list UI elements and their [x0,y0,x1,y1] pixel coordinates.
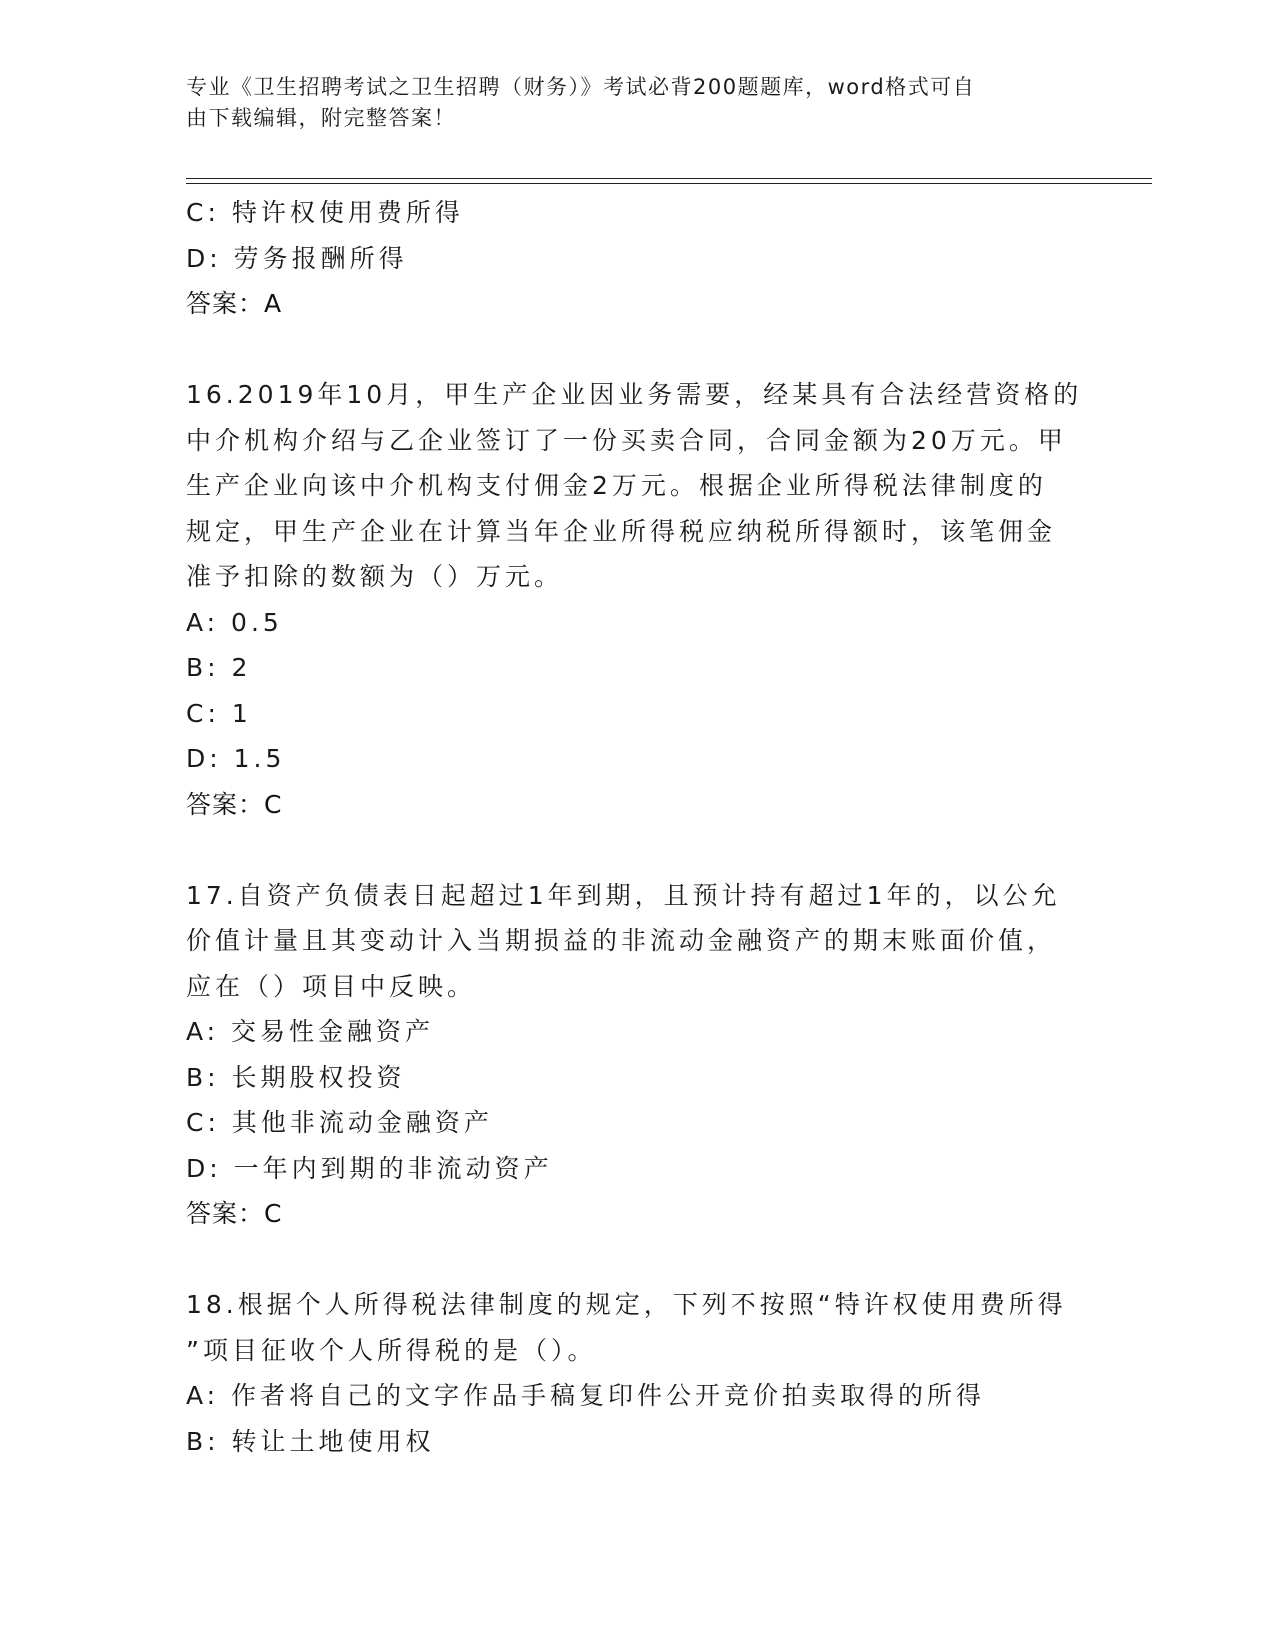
spacer [186,1237,1086,1283]
previous-question-tail [186,190,1086,327]
header-divider-bottom [186,183,1152,184]
answer-line: 答案：C [186,789,283,819]
question-stem-line: 中介机构介绍与乙企业签订了一份买卖合同，合同金额为20万元。甲 [186,425,1067,455]
answer-line: 答案：A [186,289,283,318]
question-stem-line: 生产企业向该中介机构支付佣金2万元。根据企业所得税法律制度的 [186,471,1047,500]
question-stem-line: 17.自资产负债表日起超过1年到期，且预计持有超过1年的，以公允 [186,880,1061,910]
question-stem-line: 准予扣除的数额为（）万元。 [186,562,564,591]
question-stem-line: 价值计量且其变动计入当期损益的非流动金融资产的期末账面价值， [186,926,1057,955]
option-a: A: 交易性金融资产 [186,1017,435,1046]
answer-line: 答案：C [186,1199,283,1228]
question-stem-line: 规定，甲生产企业在计算当年企业所得税应纳税所得额时，该笔佣金 [186,516,1057,546]
question-stem-line: 应在（）项目中反映。 [186,971,477,1001]
option-b: B: 转让土地使用权 [186,1426,435,1456]
question-18 [186,1282,1086,1464]
header-line-1: 专业《卫生招聘考试之卫生招聘（财务）》考试必背200题题库，word格式可自 [186,75,976,99]
spacer [186,327,1086,373]
option-c: C: 其他非流动金融资产 [186,1108,493,1137]
header-line-2: 由下载编辑，附完整答案！ [186,106,456,130]
option-c: C: 1 [186,698,252,728]
option-b: B: 长期股权投资 [186,1062,406,1092]
question-stem-line: ”项目征收个人所得税的是（）。 [186,1335,597,1365]
option-b: B: 2 [186,653,252,682]
option-d: D: 一年内到期的非流动资产 [186,1153,553,1183]
option-a: A: 0.5 [186,607,283,637]
document-body [186,190,1086,1464]
question-17 [186,873,1086,1237]
spacer [186,827,1086,873]
option-d: D: 1.5 [186,744,286,773]
option-c: C: 特许权使用费所得 [186,198,464,227]
question-stem-line: 16.2019年10月，甲生产企业因业务需要，经某具有合法经营资格的 [186,380,1083,409]
option-a: A: 作者将自己的文字作品手稿复印件公开竞价拍卖取得的所得 [186,1381,986,1410]
document-header [186,72,1066,134]
question-16 [186,372,1086,827]
option-d: D: 劳务报酬所得 [186,243,408,273]
header-divider-top [186,178,1152,179]
question-stem-line: 18.根据个人所得税法律制度的规定，下列不按照“特许权使用费所得 [186,1290,1067,1319]
